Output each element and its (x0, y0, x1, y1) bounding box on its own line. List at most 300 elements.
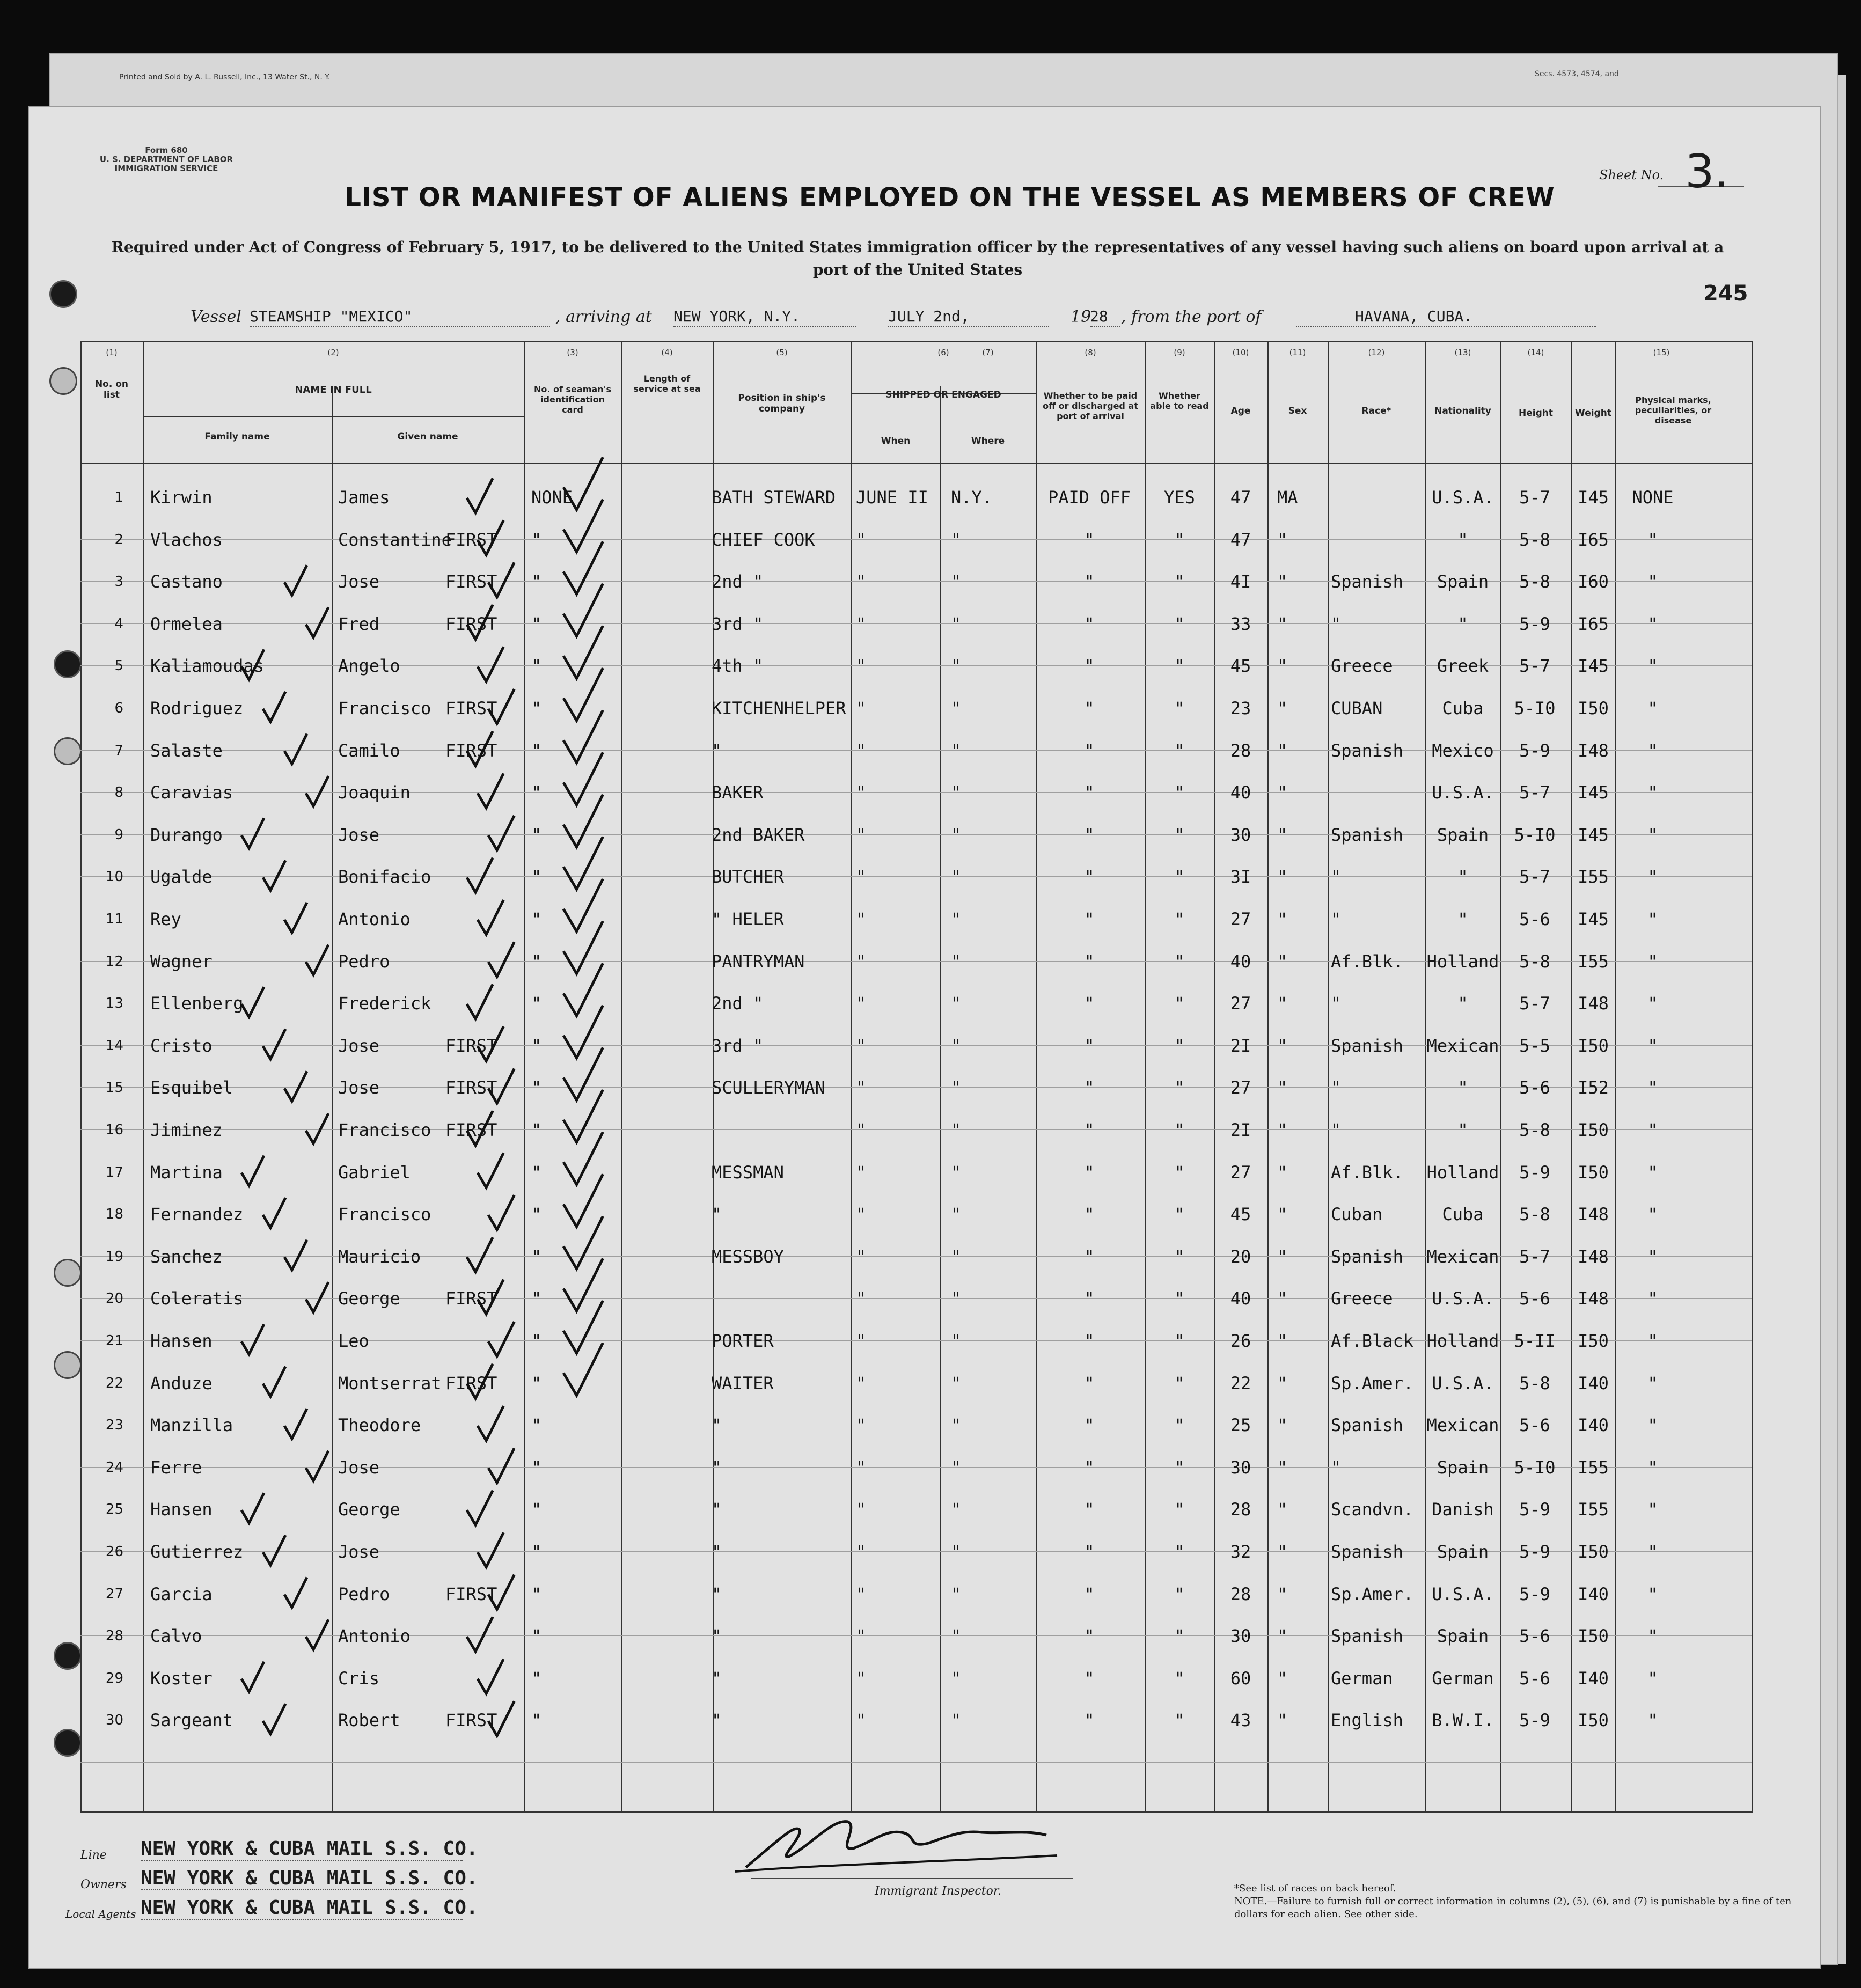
given-check-mark (478, 773, 503, 808)
cell-no: 24 (105, 1459, 123, 1476)
cell-when: " (856, 1373, 867, 1393)
cell-paid: " (1084, 1668, 1095, 1689)
cell-card: " (531, 1077, 542, 1098)
given-check-mark (467, 984, 493, 1018)
cell-weight: I60 (1578, 571, 1609, 592)
cell-weight: I40 (1578, 1415, 1609, 1436)
cell-sex: " (1277, 1077, 1288, 1098)
cell-given: Pedro (338, 1583, 390, 1604)
cell-paid: " (1084, 867, 1095, 887)
cell-height: 5-I0 (1514, 698, 1556, 718)
cell-paid: " (1084, 1077, 1095, 1098)
cell-no: 10 (105, 869, 123, 885)
cell-paid: " (1084, 909, 1095, 929)
cell-card: " (531, 782, 542, 803)
cell-height: 5-7 (1519, 656, 1550, 677)
cell-when: " (856, 951, 867, 972)
cell-given: Fred (338, 613, 380, 634)
given-check-mark (467, 1491, 493, 1525)
cell-paid: " (1084, 698, 1095, 718)
cell-when: " (856, 1035, 867, 1056)
section-reference: Secs. 4573, 4574, and (1535, 70, 1619, 78)
cell-when: " (856, 1583, 867, 1604)
cell-marks: " (1647, 1542, 1658, 1562)
cell-card: " (531, 1668, 542, 1689)
cell-race: Spanish (1331, 1626, 1403, 1647)
cell-nat: Holland (1426, 1162, 1499, 1183)
family-check-mark (284, 565, 307, 595)
cell-read: " (1174, 1457, 1185, 1478)
cell-age: 45 (1230, 1204, 1251, 1225)
card-check-mark (563, 1047, 603, 1100)
cell-given: James (338, 487, 390, 508)
cell-when: " (856, 613, 867, 634)
cell-sex: " (1277, 571, 1288, 592)
col-nationality: Nationality (1434, 406, 1491, 416)
given-check-mark (488, 562, 514, 597)
cell-position: WAITER (712, 1373, 774, 1393)
cell-card: " (531, 1331, 542, 1351)
col-weight: Weight (1575, 408, 1611, 419)
cell-card: " (531, 1626, 542, 1647)
cell-position: " (712, 1499, 722, 1520)
cell-where: " (951, 1035, 962, 1056)
cell-paid: " (1084, 613, 1095, 634)
cell-read: " (1174, 867, 1185, 887)
cell-no: 23 (105, 1417, 123, 1434)
cell-height: 5-8 (1519, 951, 1550, 972)
cell-no: 14 (105, 1037, 123, 1054)
cell-marks: " (1647, 1331, 1658, 1351)
cell-height: 5-9 (1519, 613, 1550, 634)
given-check-mark (488, 1322, 514, 1356)
cell-age: 27 (1230, 909, 1251, 929)
cell-card: " (531, 1583, 542, 1604)
cell-paid: " (1084, 1120, 1095, 1140)
cell-sex: " (1277, 656, 1288, 677)
cell-where: " (951, 1077, 962, 1098)
cell-race: Spanish (1331, 571, 1403, 592)
column-number: (11) (1289, 348, 1306, 357)
cell-where: " (951, 1162, 962, 1183)
family-check-mark (284, 1240, 307, 1270)
cell-race: Spanish (1331, 824, 1403, 845)
cell-family: Calvo (150, 1626, 202, 1647)
cell-when: " (856, 1710, 867, 1731)
cell-sex: " (1277, 951, 1288, 972)
cell-where: " (951, 1457, 962, 1478)
cell-family: Durango (150, 824, 223, 845)
cell-paid: " (1084, 1710, 1095, 1731)
family-check-mark (241, 1662, 264, 1692)
cell-card: " (531, 1162, 542, 1183)
cell-no: 5 (114, 658, 123, 674)
cell-no: 12 (105, 953, 123, 970)
cell-where: " (951, 951, 962, 972)
cell-weight: I45 (1578, 656, 1609, 677)
family-check-mark (306, 1113, 328, 1143)
card-check-mark (563, 1258, 603, 1311)
cell-nat: Spain (1437, 1542, 1489, 1562)
card-check-mark (563, 963, 603, 1016)
column-number: (14) (1527, 348, 1544, 357)
cell-nat: Mexican (1426, 1035, 1499, 1056)
cell-where: " (951, 571, 962, 592)
cell-given: Francisco (338, 1204, 431, 1225)
card-check-mark (563, 1132, 603, 1185)
service-name: IMMIGRATION SERVICE (114, 164, 218, 173)
cell-where: " (951, 1499, 962, 1520)
cell-age: 3I (1230, 867, 1251, 887)
cell-given: Francisco (338, 698, 431, 718)
cell-marks: " (1647, 993, 1658, 1014)
cell-position: " (712, 1710, 722, 1731)
cell-nat: U.S.A. (1432, 487, 1494, 508)
cell-card: " (531, 824, 542, 845)
cell-age: 47 (1230, 487, 1251, 508)
column-number: (7) (982, 348, 994, 357)
inspector-signature-rule (751, 1878, 1073, 1879)
cell-marks: " (1647, 740, 1658, 761)
family-check-mark (284, 1071, 307, 1101)
cell-race: Sp.Amer. (1331, 1583, 1414, 1604)
cell-position: MESSMAN (712, 1162, 784, 1183)
cell-where: " (951, 1668, 962, 1689)
cell-no: 3 (114, 574, 123, 590)
card-check-mark (563, 541, 603, 594)
cell-age: 45 (1230, 656, 1251, 677)
given-check-mark (478, 1280, 503, 1314)
cell-race: Spanish (1331, 1415, 1403, 1436)
card-check-mark (563, 1216, 603, 1269)
family-check-mark (306, 945, 328, 975)
cell-race: CUBAN (1331, 698, 1383, 718)
cell-marks: " (1647, 1626, 1658, 1647)
cell-nat: " (1457, 867, 1468, 887)
cell-no: 9 (114, 826, 123, 843)
cell-paid: " (1084, 656, 1095, 677)
cell-weight: I65 (1578, 529, 1609, 550)
cell-nat: Holland (1426, 951, 1499, 972)
cell-no: 25 (105, 1501, 123, 1518)
cell-height: 5-9 (1519, 1710, 1550, 1731)
cell-paid: " (1084, 740, 1095, 761)
card-check-mark (563, 921, 603, 974)
cell-where: " (951, 909, 962, 929)
year-suffix: 28 (1090, 307, 1120, 327)
cell-card: " (531, 1542, 542, 1562)
cell-nat: Spain (1437, 1626, 1489, 1647)
cell-given: George (338, 1499, 400, 1520)
cell-paid: " (1084, 1457, 1095, 1478)
cell-weight: I48 (1578, 1204, 1609, 1225)
cell-paid: " (1084, 782, 1095, 803)
cell-race: Af.Blk. (1331, 1162, 1403, 1183)
column-number: (12) (1368, 348, 1385, 357)
cell-nat: Mexican (1426, 1246, 1499, 1267)
cell-where: " (951, 1373, 962, 1393)
cell-position: 3rd " (712, 1035, 764, 1056)
cell-paid: " (1084, 993, 1095, 1014)
cell-note: FIRST (445, 740, 497, 761)
cell-race: " (1331, 1457, 1342, 1478)
col-race: Race* (1361, 406, 1391, 416)
cell-given: Francisco (338, 1120, 431, 1140)
cell-card: " (531, 1710, 542, 1731)
cell-height: 5-7 (1519, 1246, 1550, 1267)
cell-read: " (1174, 1246, 1185, 1267)
cell-height: 5-8 (1519, 1204, 1550, 1225)
family-check-mark (241, 1493, 264, 1523)
cell-weight: I50 (1578, 1710, 1609, 1731)
family-check-mark (263, 1198, 285, 1228)
cell-marks: " (1647, 1583, 1658, 1604)
cell-given: Jose (338, 824, 380, 845)
cell-age: 25 (1230, 1415, 1251, 1436)
cell-weight: I55 (1578, 1457, 1609, 1478)
cell-given: Antonio (338, 909, 411, 929)
cell-when: " (856, 571, 867, 592)
given-check-mark (467, 858, 493, 892)
cell-nat: Mexican (1426, 1415, 1499, 1436)
cell-read: " (1174, 740, 1185, 761)
col-length-service: Length of service at sea (633, 373, 701, 394)
cell-race: Spanish (1331, 1542, 1403, 1562)
cell-weight: I50 (1578, 1626, 1609, 1647)
card-check-mark (563, 879, 603, 931)
cell-family: Manzilla (150, 1415, 233, 1436)
family-check-mark (306, 1619, 328, 1649)
col-when: When (881, 436, 911, 446)
cell-position: BUTCHER (712, 867, 784, 887)
cell-nat: Greek (1437, 656, 1489, 677)
cell-card: " (531, 951, 542, 972)
cell-race: Spanish (1331, 1035, 1403, 1056)
cell-card: " (531, 1288, 542, 1309)
cell-position: " (712, 1668, 722, 1689)
cell-age: 22 (1230, 1373, 1251, 1393)
cell-given: Gabriel (338, 1162, 411, 1183)
cell-read: " (1174, 1162, 1185, 1183)
cell-card: " (531, 1120, 542, 1140)
cell-nat: U.S.A. (1432, 1288, 1494, 1309)
cell-read: " (1174, 951, 1185, 972)
cell-nat: U.S.A. (1432, 1583, 1494, 1604)
cell-when: " (856, 529, 867, 550)
vessel-name: STEAMSHIP "MEXICO" (250, 307, 550, 327)
cell-marks: " (1647, 1162, 1658, 1183)
cell-read: " (1174, 993, 1185, 1014)
cell-sex: " (1277, 1246, 1288, 1267)
cell-when: " (856, 1331, 867, 1351)
cell-height: 5-8 (1519, 571, 1550, 592)
family-check-mark (263, 692, 285, 722)
cell-position: " (712, 1457, 722, 1478)
cell-position: BATH STEWARD (712, 487, 836, 508)
given-check-mark (478, 1406, 503, 1440)
cell-race: English (1331, 1710, 1403, 1731)
cell-family: Ormelea (150, 613, 223, 634)
cell-marks: " (1647, 1415, 1658, 1436)
cell-marks: " (1647, 1204, 1658, 1225)
cell-card: " (531, 1246, 542, 1267)
page-number: 245 (1703, 281, 1748, 306)
col-sex: Sex (1288, 406, 1307, 416)
cell-nat: " (1457, 909, 1468, 929)
cell-given: Jose (338, 1077, 380, 1098)
cell-marks: " (1647, 1288, 1658, 1309)
cell-paid: " (1084, 1035, 1095, 1056)
card-check-mark (563, 457, 603, 510)
cell-height: 5-9 (1519, 1162, 1550, 1183)
cell-nat: " (1457, 613, 1468, 634)
inspector-signature (714, 1808, 1068, 1878)
cell-note: FIRST (445, 613, 497, 634)
cell-no: 20 (105, 1290, 123, 1307)
cell-position: " (712, 740, 722, 761)
cell-weight: I48 (1578, 1246, 1609, 1267)
given-check-mark (478, 520, 503, 555)
cell-when: " (856, 782, 867, 803)
cell-nat: Mexico (1432, 740, 1494, 761)
cell-sex: " (1277, 782, 1288, 803)
cell-marks: " (1647, 571, 1658, 592)
given-check-mark (488, 1701, 514, 1736)
cell-family: Esquibel (150, 1077, 233, 1098)
cell-given: Frederick (338, 993, 431, 1014)
cell-position: 4th " (712, 656, 764, 677)
card-check-mark (563, 668, 603, 721)
cell-weight: I40 (1578, 1583, 1609, 1604)
cell-given: Constantine (338, 529, 452, 550)
cell-position: 2nd " (712, 571, 764, 592)
cell-sex: " (1277, 1120, 1288, 1140)
cell-height: 5-8 (1519, 529, 1550, 550)
cell-paid: " (1084, 1626, 1095, 1647)
cell-read: " (1174, 613, 1185, 634)
page-subtitle: Required under Act of Congress of February 5, 1917, to be delivered to the United States immigration officer by the representatives of any vessel having such aliens on board upon arrival at a port of the United States (111, 238, 1724, 278)
given-check-mark (488, 816, 514, 850)
cell-note: FIRST (445, 529, 497, 550)
cell-read: " (1174, 1415, 1185, 1436)
cell-no: 30 (105, 1712, 123, 1729)
cell-sex: " (1277, 1035, 1288, 1056)
cell-nat: Cuba (1442, 1204, 1484, 1225)
cell-height: 5-II (1514, 1331, 1556, 1351)
cell-sex: " (1277, 1331, 1288, 1351)
cell-when: " (856, 1668, 867, 1689)
cell-given: Jose (338, 1542, 380, 1562)
cell-read: " (1174, 1583, 1185, 1604)
family-check-mark (284, 734, 307, 764)
cell-family: Kaliamoudas (150, 656, 264, 677)
col-shipped-engaged: SHIPPED OR ENGAGED (885, 390, 1001, 400)
cell-sex: " (1277, 740, 1288, 761)
family-check-mark (284, 1409, 307, 1439)
cell-position: PANTRYMAN (712, 951, 805, 972)
cell-sex: " (1277, 1583, 1288, 1604)
cell-card: " (531, 867, 542, 887)
cell-where: " (951, 1626, 962, 1647)
column-number: (2) (327, 348, 339, 357)
cell-given: Joaquin (338, 782, 411, 803)
cell-position: " (712, 1415, 722, 1436)
cell-paid: " (1084, 1162, 1095, 1183)
cell-sex: " (1277, 993, 1288, 1014)
cell-sex: " (1277, 529, 1288, 550)
agents-label: Local Agents (65, 1908, 136, 1920)
cell-no: 7 (114, 742, 123, 759)
cell-read: " (1174, 656, 1185, 677)
cell-given: Camilo (338, 740, 400, 761)
cell-family: Coleratis (150, 1288, 244, 1309)
cell-height: 5-6 (1519, 1077, 1550, 1098)
cell-marks: NONE (1632, 487, 1674, 508)
cell-read: " (1174, 1120, 1185, 1140)
cell-weight: I65 (1578, 613, 1609, 634)
cell-height: 5-5 (1519, 1035, 1550, 1056)
cell-where: " (951, 1415, 962, 1436)
cell-age: 40 (1230, 951, 1251, 972)
cell-height: 5-7 (1519, 487, 1550, 508)
cell-when: " (856, 993, 867, 1014)
cell-marks: " (1647, 782, 1658, 803)
cell-when: " (856, 1288, 867, 1309)
card-check-mark (563, 837, 603, 889)
cell-card: " (531, 909, 542, 929)
given-check-mark (488, 689, 514, 723)
family-check-mark (241, 987, 264, 1017)
cell-age: 30 (1230, 824, 1251, 845)
cell-marks: " (1647, 1457, 1658, 1478)
cell-card: " (531, 656, 542, 677)
cell-paid: " (1084, 824, 1095, 845)
given-check-mark (467, 605, 493, 639)
given-check-mark (478, 1153, 503, 1187)
cell-nat: Holland (1426, 1331, 1499, 1351)
card-check-mark (563, 1301, 603, 1353)
cell-nat: Spain (1437, 571, 1489, 592)
cell-family: Jiminez (150, 1120, 223, 1140)
card-check-mark (563, 1006, 603, 1058)
cell-no: 4 (114, 615, 123, 632)
cell-where: " (951, 867, 962, 887)
cell-given: Montserrat (338, 1373, 442, 1393)
cell-where: " (951, 740, 962, 761)
cell-read: " (1174, 571, 1185, 592)
cell-no: 8 (114, 784, 123, 801)
family-check-mark (306, 607, 328, 637)
cell-given: Leo (338, 1331, 369, 1351)
cell-given: Robert (338, 1710, 400, 1731)
cell-race: Greece (1331, 1288, 1393, 1309)
cell-no: 18 (105, 1206, 123, 1223)
cell-family: Ferre (150, 1457, 202, 1478)
cell-family: Gutierrez (150, 1542, 244, 1562)
cell-card: " (531, 571, 542, 592)
column-number: (15) (1653, 348, 1670, 357)
column-number: (1) (106, 348, 118, 357)
cell-read: " (1174, 1499, 1185, 1520)
cell-marks: " (1647, 1668, 1658, 1689)
cell-sex: " (1277, 1457, 1288, 1478)
cell-position: PORTER (712, 1331, 774, 1351)
cell-no: 21 (105, 1333, 123, 1349)
cell-race: Spanish (1331, 740, 1403, 761)
cell-note: FIRST (445, 1373, 497, 1393)
cell-race: Cuban (1331, 1204, 1383, 1225)
family-check-mark (284, 903, 307, 933)
